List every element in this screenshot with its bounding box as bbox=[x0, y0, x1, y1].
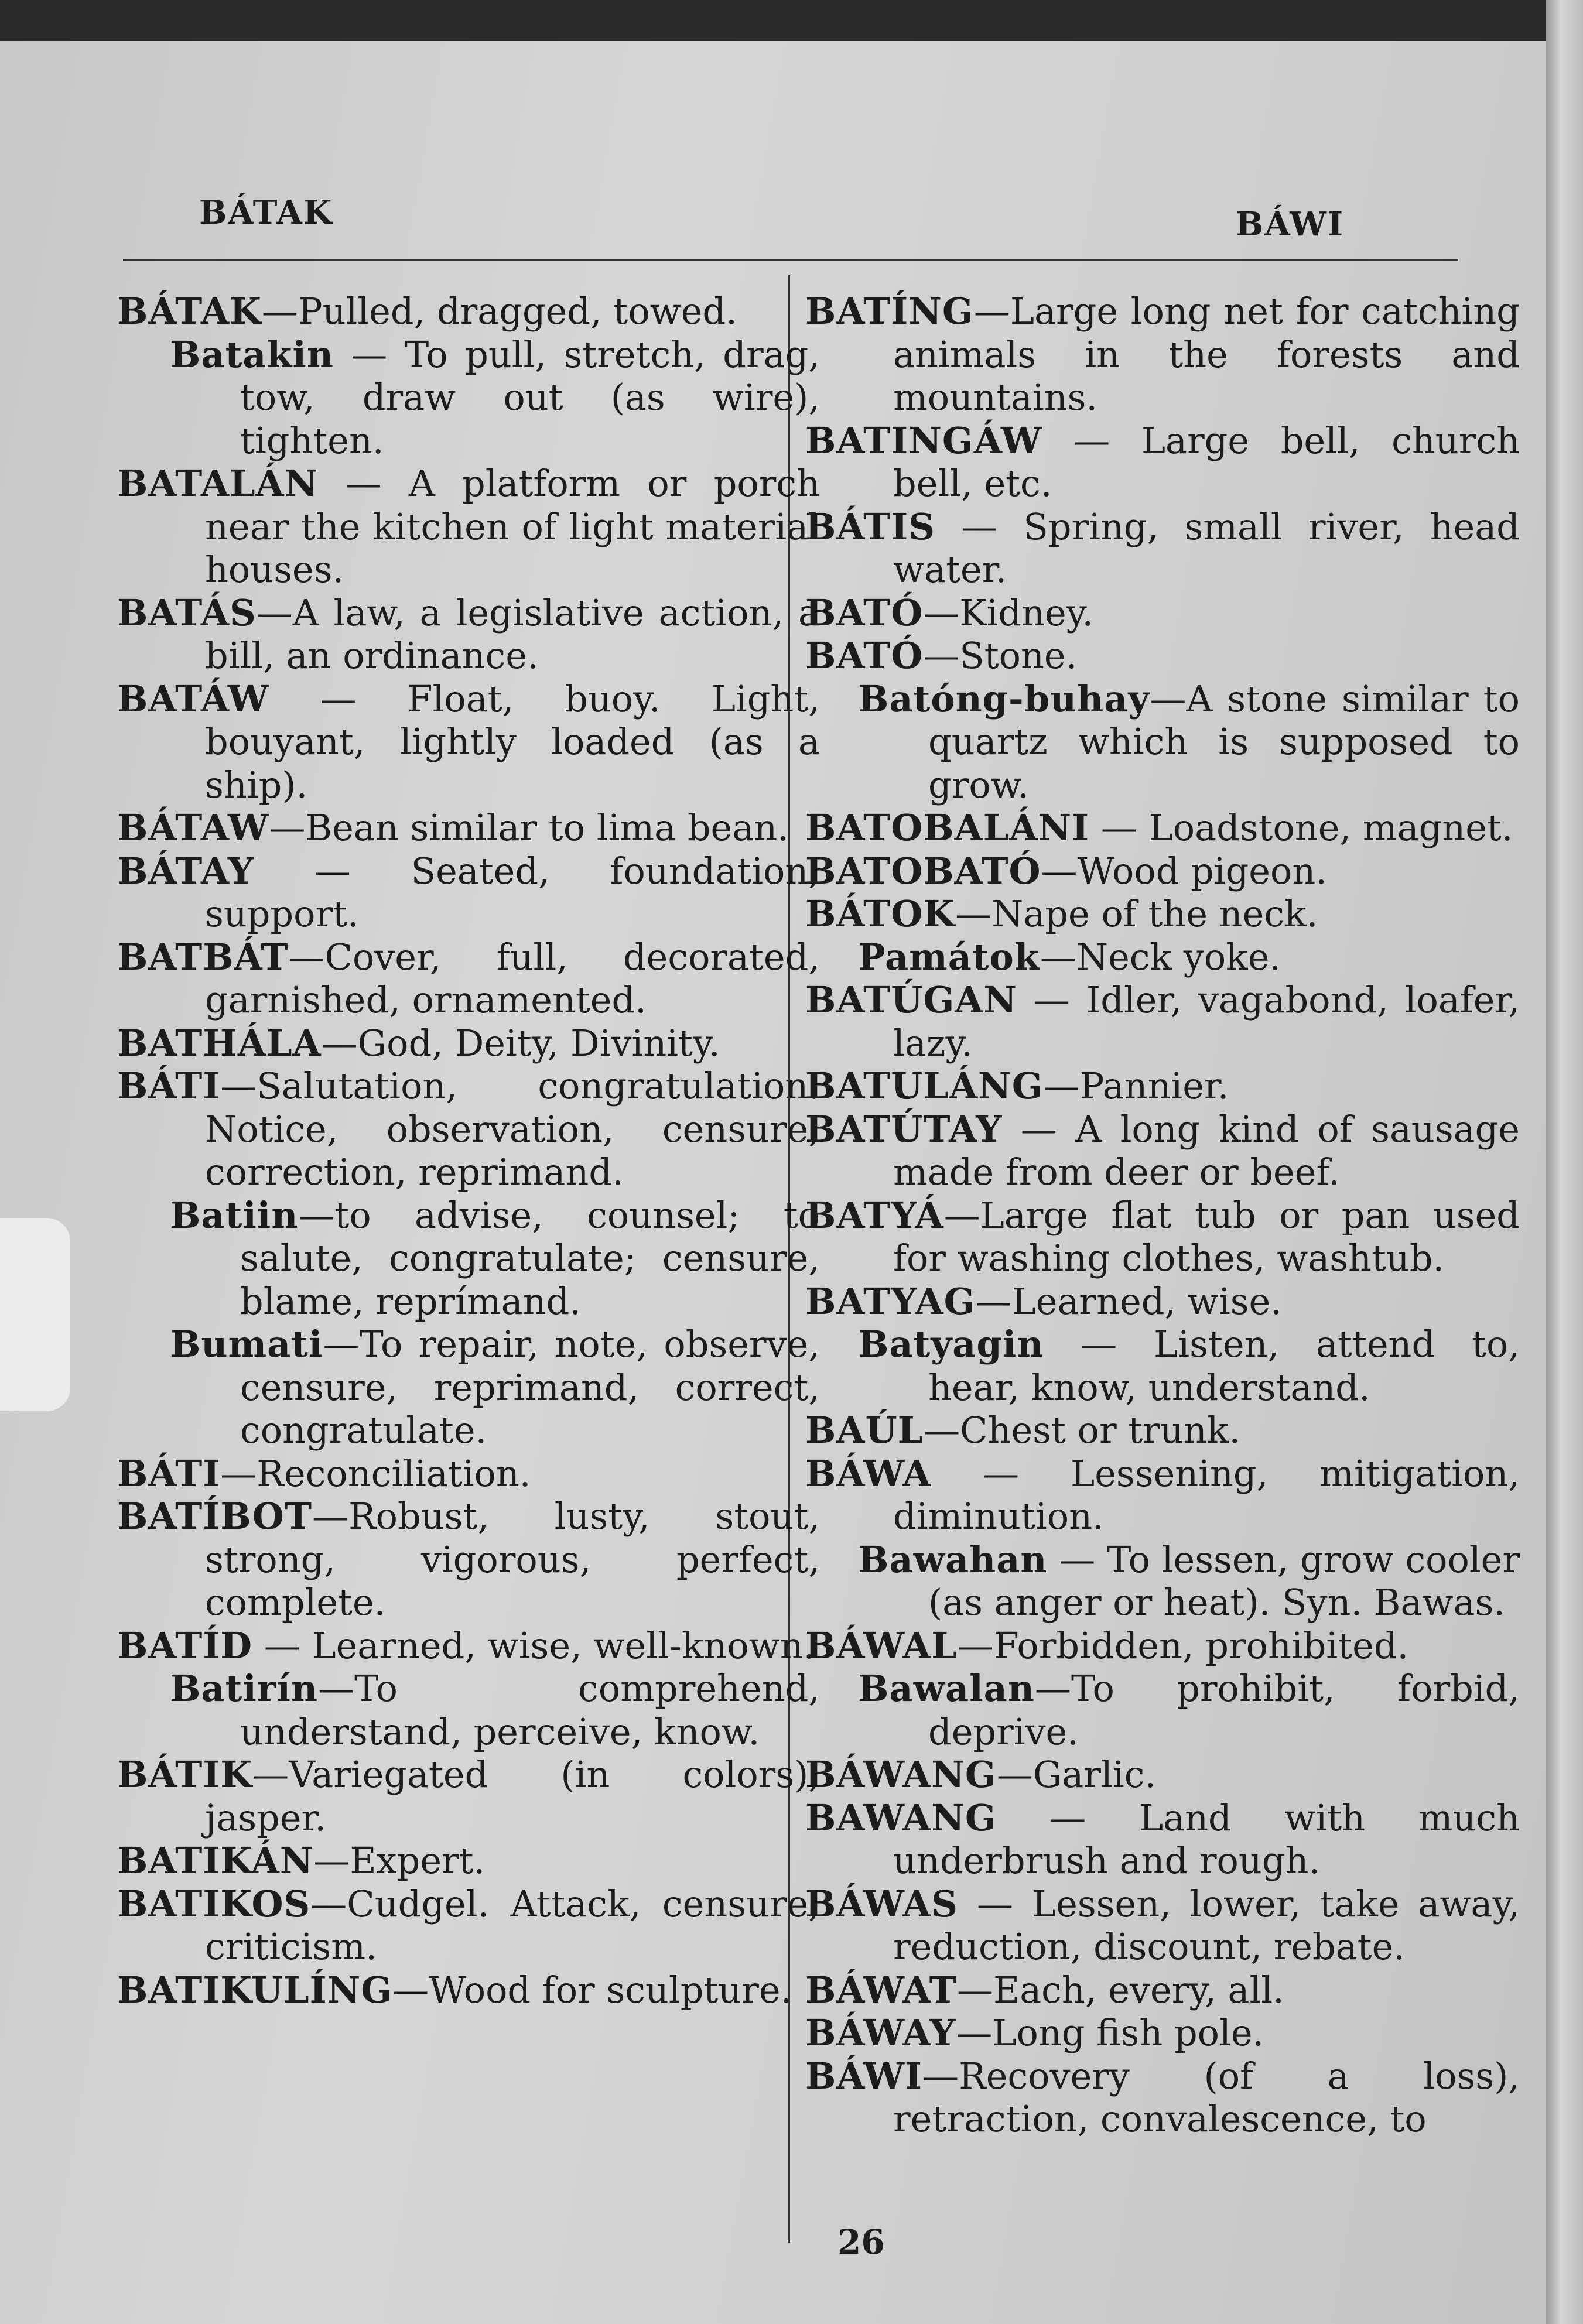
dictionary-entry bbox=[117, 591, 820, 677]
dictionary-entry bbox=[805, 806, 1520, 850]
dictionary-entry bbox=[805, 1452, 1520, 1538]
headword: BÁWI bbox=[805, 2054, 923, 2097]
dictionary-entry bbox=[117, 936, 820, 1022]
definition: —To comprehend, understand, perceive, know. bbox=[240, 1667, 820, 1753]
dictionary-entry bbox=[117, 1839, 820, 1883]
dictionary-entry bbox=[117, 1624, 820, 1668]
headword: BATBÁT bbox=[117, 935, 289, 978]
definition: —Wood for sculpture. bbox=[392, 1968, 792, 2011]
headword: Bumati bbox=[170, 1323, 323, 1365]
headword: BATHÁLA bbox=[117, 1021, 322, 1065]
headword: BÁTIK bbox=[117, 1753, 253, 1796]
headword: BATÍBOT bbox=[117, 1495, 312, 1538]
definition: —God, Deity, Divinity. bbox=[321, 1021, 720, 1065]
headword: BATYÁ bbox=[805, 1193, 944, 1237]
book-edge bbox=[1546, 0, 1583, 2324]
headword: BÁTOK bbox=[805, 892, 956, 935]
headword: BATOBALÁNI bbox=[805, 806, 1090, 849]
left-guide-word: BÁTAK bbox=[199, 193, 333, 232]
headword: BATÍD bbox=[117, 1624, 253, 1667]
dictionary-entry bbox=[805, 978, 1520, 1065]
definition: —Robust, lusty, stout, strong, vigorous, perfect, complete. bbox=[205, 1495, 820, 1624]
definition: — Idler, vagabond, loafer, lazy. bbox=[893, 978, 1520, 1065]
dictionary-entry bbox=[805, 850, 1520, 893]
dictionary-entry bbox=[805, 1409, 1520, 1452]
headword: BATÚGAN bbox=[805, 978, 1018, 1021]
headword: Batakin bbox=[170, 333, 334, 376]
headword: BATÍNG bbox=[805, 290, 974, 333]
sub-entry bbox=[805, 936, 1520, 979]
definition: —Pannier. bbox=[1043, 1065, 1229, 1107]
dictionary-entry bbox=[805, 290, 1520, 419]
headword: Batyagin bbox=[858, 1323, 1044, 1365]
dictionary-entry bbox=[117, 677, 820, 807]
headword: BATIKULÍNG bbox=[117, 1968, 393, 2011]
sub-entry bbox=[117, 1323, 820, 1452]
sub-entry bbox=[117, 1194, 820, 1323]
headword: BATOBATÓ bbox=[805, 849, 1041, 892]
page-number: 26 bbox=[837, 2222, 885, 2262]
headword: BATÓ bbox=[805, 591, 924, 634]
dictionary-entry bbox=[805, 2011, 1520, 2055]
headword: BATIKÁN bbox=[117, 1839, 314, 1882]
headword: BÁWA bbox=[805, 1452, 932, 1495]
headword: BÁTI bbox=[117, 1452, 221, 1495]
sub-entry bbox=[117, 1667, 820, 1753]
definition: —Large flat tub or pan used for washing clothes, washtub. bbox=[893, 1193, 1520, 1279]
dictionary-entry bbox=[805, 1624, 1520, 1668]
definition: —Long fish pole. bbox=[956, 2011, 1264, 2054]
definition: — Large bell, church bell, etc. bbox=[893, 419, 1520, 505]
definition: — Listen, attend to, hear, know, understand. bbox=[928, 1323, 1520, 1409]
definition: — To lessen, grow cooler (as anger or heat). Syn. Bawas. bbox=[928, 1538, 1520, 1624]
definition: —Recovery (of a loss), retraction, convalescence, to bbox=[893, 2054, 1520, 2140]
headword: BATINGÁW bbox=[805, 419, 1042, 462]
headword: BÁTAK bbox=[117, 290, 262, 333]
right-column bbox=[805, 290, 1520, 2141]
dictionary-entry bbox=[117, 1065, 820, 1194]
headword: BÁWANG bbox=[805, 1753, 997, 1796]
dictionary-entry bbox=[805, 1280, 1520, 1323]
definition: — Lessen, lower, take away, reduction, discount, rebate. bbox=[893, 1882, 1520, 1968]
headword: Bawalan bbox=[858, 1667, 1035, 1710]
dictionary-entry bbox=[117, 462, 820, 591]
dictionary-entry bbox=[117, 850, 820, 936]
definition: — A long kind of sausage made from deer or beef. bbox=[893, 1107, 1520, 1193]
dictionary-entry bbox=[805, 505, 1520, 591]
definition: —to advise, counsel; to salute, congratulate; censure, blame, reprímand. bbox=[240, 1193, 820, 1323]
definition: —Pulled, dragged, towed. bbox=[261, 290, 737, 333]
dictionary-entry bbox=[805, 2055, 1520, 2141]
header-rule bbox=[123, 259, 1458, 261]
dictionary-entry bbox=[805, 1194, 1520, 1280]
headword: BATALÁN bbox=[117, 462, 319, 505]
sub-entry bbox=[805, 1667, 1520, 1753]
dictionary-entry bbox=[117, 1495, 820, 1624]
definition: —Chest or trunk. bbox=[924, 1409, 1241, 1452]
dictionary-entry bbox=[117, 806, 820, 850]
sub-entry bbox=[117, 333, 820, 463]
headword: BÁTAW bbox=[117, 806, 269, 849]
headword: BÁWAS bbox=[805, 1882, 958, 1925]
definition: — Seated, foundation, support. bbox=[205, 849, 820, 935]
definition: —To repair, note, observe, censure, reprimand, correct, congratulate. bbox=[240, 1323, 820, 1452]
definition: —Bean similar to lima bean. bbox=[269, 806, 789, 849]
headword: BAWANG bbox=[805, 1796, 997, 1839]
right-guide-word: BÁWI bbox=[1236, 205, 1345, 244]
headword: Památok bbox=[858, 935, 1040, 978]
definition: —Salutation, congratulation. Notice, observation, censure, correction, reprimand. bbox=[205, 1065, 820, 1193]
definition: —Expert. bbox=[313, 1839, 486, 1882]
headword: BÁTI bbox=[117, 1065, 221, 1107]
headword: BATYAG bbox=[805, 1279, 976, 1323]
headword: BÁWAT bbox=[805, 1968, 957, 2011]
definition: — Float, buoy. Light, bouyant, lightly loaded (as a ship). bbox=[205, 677, 820, 806]
dictionary-entry bbox=[805, 1883, 1520, 1969]
definition: —A stone similar to quartz which is supposed to grow. bbox=[928, 677, 1520, 806]
dictionary-entry bbox=[805, 591, 1520, 635]
dictionary-entry bbox=[805, 1065, 1520, 1108]
headword: BATULÁNG bbox=[805, 1065, 1044, 1107]
headword: Batiin bbox=[170, 1193, 299, 1237]
definition: —Cover, full, decorated, garnished, ornamented. bbox=[205, 935, 820, 1021]
dictionary-entry bbox=[805, 1753, 1520, 1796]
dictionary-entry bbox=[117, 290, 820, 333]
definition: —Forbidden, prohibited. bbox=[957, 1624, 1409, 1667]
sub-entry bbox=[805, 1538, 1520, 1624]
definition: —Learned, wise. bbox=[975, 1279, 1282, 1323]
headword: BAÚL bbox=[805, 1409, 924, 1452]
definition: —To prohibit, forbid, deprive. bbox=[928, 1667, 1520, 1753]
definition: —Garlic. bbox=[996, 1753, 1157, 1796]
definition: —Large long net for catching animals in the forests and mountains. bbox=[893, 290, 1520, 419]
dictionary-entry bbox=[117, 1753, 820, 1839]
page-tab bbox=[0, 1218, 70, 1411]
definition: —Variegated (in colors), jasper. bbox=[205, 1753, 820, 1839]
headword: BATÚTAY bbox=[805, 1107, 1003, 1151]
dictionary-entry bbox=[805, 634, 1520, 677]
dictionary-page bbox=[0, 41, 1546, 2324]
definition: —Stone. bbox=[923, 634, 1078, 677]
definition: —Nape of the neck. bbox=[955, 892, 1318, 935]
definition: —Each, every, all. bbox=[956, 1968, 1284, 2011]
dictionary-entry bbox=[117, 1452, 820, 1495]
headword: Batirín bbox=[170, 1667, 319, 1710]
headword: Bawahan bbox=[858, 1538, 1048, 1581]
dictionary-entry bbox=[117, 1969, 820, 2012]
definition: — Loadstone, magnet. bbox=[1089, 806, 1513, 849]
dictionary-entry bbox=[117, 1883, 820, 1969]
headword: BÁWAY bbox=[805, 2011, 956, 2054]
definition: — Learned, wise, well-known. bbox=[252, 1624, 815, 1667]
dictionary-entry bbox=[805, 1108, 1520, 1194]
definition: — To pull, stretch, drag, tow, draw out (as wire), tighten. bbox=[240, 333, 820, 462]
sub-entry bbox=[805, 1323, 1520, 1409]
definition: — Spring, small river, head water. bbox=[893, 505, 1520, 591]
definition: —Neck yoke. bbox=[1040, 935, 1281, 978]
headword: BATÁS bbox=[117, 591, 257, 634]
definition: —Wood pigeon. bbox=[1041, 849, 1327, 892]
headword: Batóng-buhay bbox=[858, 677, 1150, 720]
headword: BÁTAY bbox=[117, 849, 255, 892]
definition: —Reconciliation. bbox=[220, 1452, 531, 1495]
dictionary-entry bbox=[805, 1796, 1520, 1883]
sub-entry bbox=[805, 677, 1520, 807]
dictionary-entry bbox=[805, 1969, 1520, 2012]
definition: — A platform or porch near the kitchen of light material houses. bbox=[205, 462, 820, 591]
definition: — Land with much underbrush and rough. bbox=[893, 1796, 1520, 1882]
definition: — Lessening, mitigation, diminution. bbox=[893, 1452, 1520, 1538]
headword: BÁWAL bbox=[805, 1624, 958, 1667]
definition: —Cudgel. Attack, censure, criticism. bbox=[205, 1882, 820, 1968]
headword: BÁTIS bbox=[805, 505, 936, 548]
dictionary-entry bbox=[805, 892, 1520, 936]
definition: —A law, a legislative action, a bill, an ordinance. bbox=[205, 591, 820, 677]
definition: —Kidney. bbox=[923, 591, 1094, 634]
dictionary-entry bbox=[117, 1022, 820, 1065]
dictionary-entry bbox=[805, 419, 1520, 505]
headword: BATÓ bbox=[805, 634, 924, 677]
headword: BATÁW bbox=[117, 677, 269, 720]
left-column bbox=[117, 290, 820, 2011]
headword: BATIKOS bbox=[117, 1882, 311, 1925]
